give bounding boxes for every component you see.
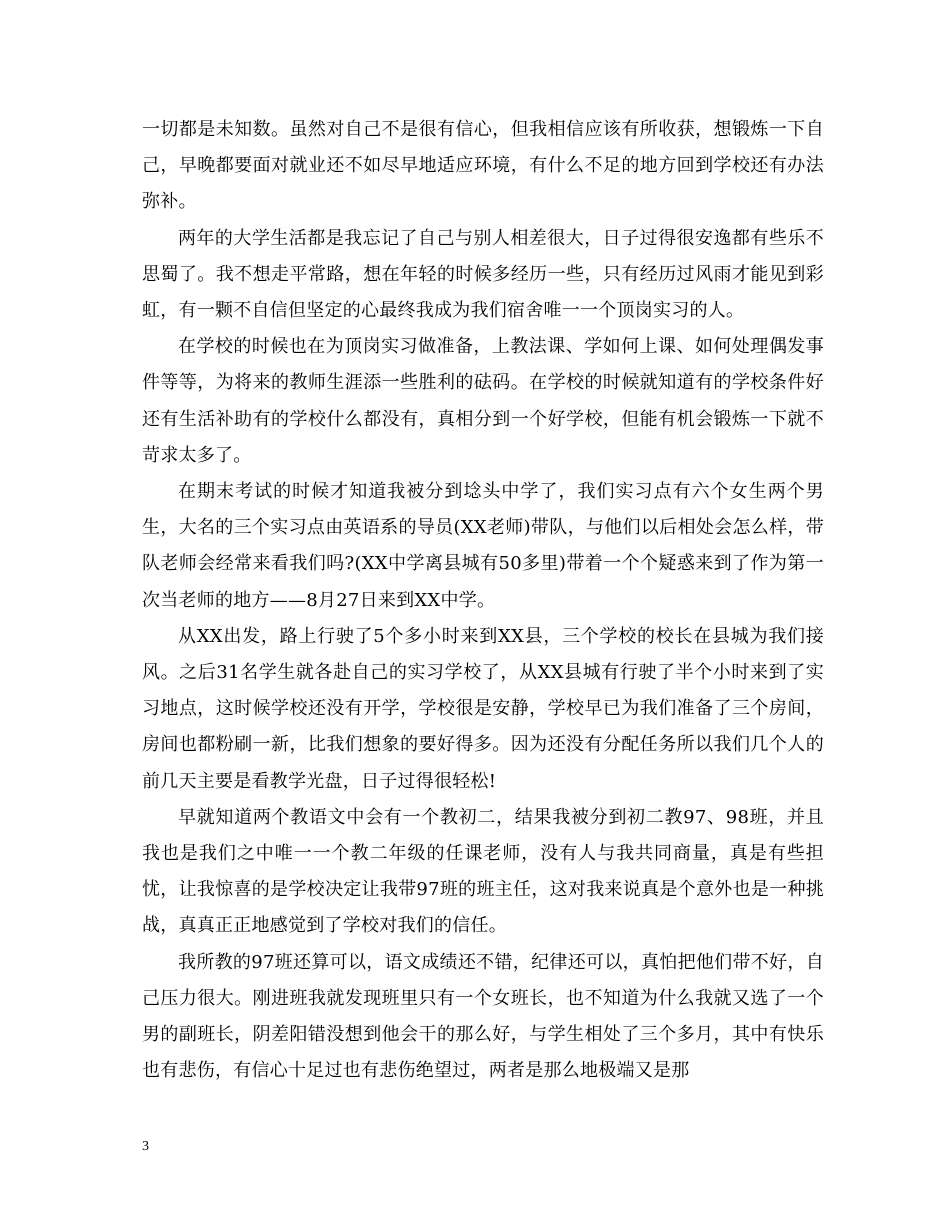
- paragraph-2: 两年的大学生活都是我忘记了自己与别人相差很大，日子过得很安逸都有些乐不思蜀了。我不想走平常路，想在年轻的时候多经历一些，只有经历过风雨才能见到彩虹，有一颗不自信但坚定的心最终我成为我们宿舍唯一一个顶岗实习的人。: [142, 227, 824, 322]
- paragraph-5: 从XX出发，路上行驶了5个多小时来到XX县，三个学校的校长在县城为我们接风。之后31名学生就各赴自己的实习学校了，从XX县城有行驶了半个小时来到了实习地点，这时候学校还没有开学，学校很是安静，学校早已为我们准备了三个房间，房间也都粉刷一新，比我们想象的要好得多。因为还没有分配任务所以我们几个人的前几天主要是看教学光盘，日子过得很轻松!: [142, 625, 824, 792]
- paragraph-1: 一切都是未知数。虽然对自己不是很有信心，但我相信应该有所收获，想锻炼一下自己，早晚都要面对就业还不如尽早地适应环境，有什么不足的地方回到学校还有办法弥补。: [142, 119, 824, 213]
- paragraph-7: 我所教的97班还算可以，语文成绩还不错，纪律还可以，真怕把他们带不好，自己压力很大。刚进班我就发现班里只有一个女班长，也不知道为什么我就又选了一个男的副班长，阴差阳错没想到他会干的那么好，与学生相处了三个多月，其中有快乐也有悲伤，有信心十足过也有悲伤绝望过，两者是那么地极端又是那: [142, 951, 824, 1082]
- paragraph-3: 在学校的时候也在为顶岗实习做准备，上教法课、学如何上课、如何处理偶发事件等等，为将来的教师生涯添一些胜利的砝码。在学校的时候就知道有的学校条件好还有生活补助有的学校什么都没有，真相分到一个好学校，但能有机会锻炼一下就不苛求太多了。: [142, 336, 824, 466]
- page-number: 3: [142, 1139, 149, 1154]
- paragraph-6: 早就知道两个教语文中会有一个教初二，结果我被分到初二教97、98班，并且我也是我们之中唯一一个教二年级的任课老师，没有人与我共同商量，真是有些担忧，让我惊喜的是学校决定让我带97班的班主任，这对我来说真是个意外也是一种挑战，真真正正地感觉到了学校对我们的信任。: [142, 806, 824, 937]
- body-text: [142, 112, 824, 1089]
- paragraph-4: 在期末考试的时候才知道我被分到埝头中学了，我们实习点有六个女生两个男生，大名的三个实习点由英语系的导员(XX老师)带队，与他们以后相处会怎么样，带队老师会经常来看我们吗?(XX中学离县城有50多里)带着一个个疑惑来到了作为第一次当老师的地方——8月27日来到XX中学。: [142, 481, 824, 611]
